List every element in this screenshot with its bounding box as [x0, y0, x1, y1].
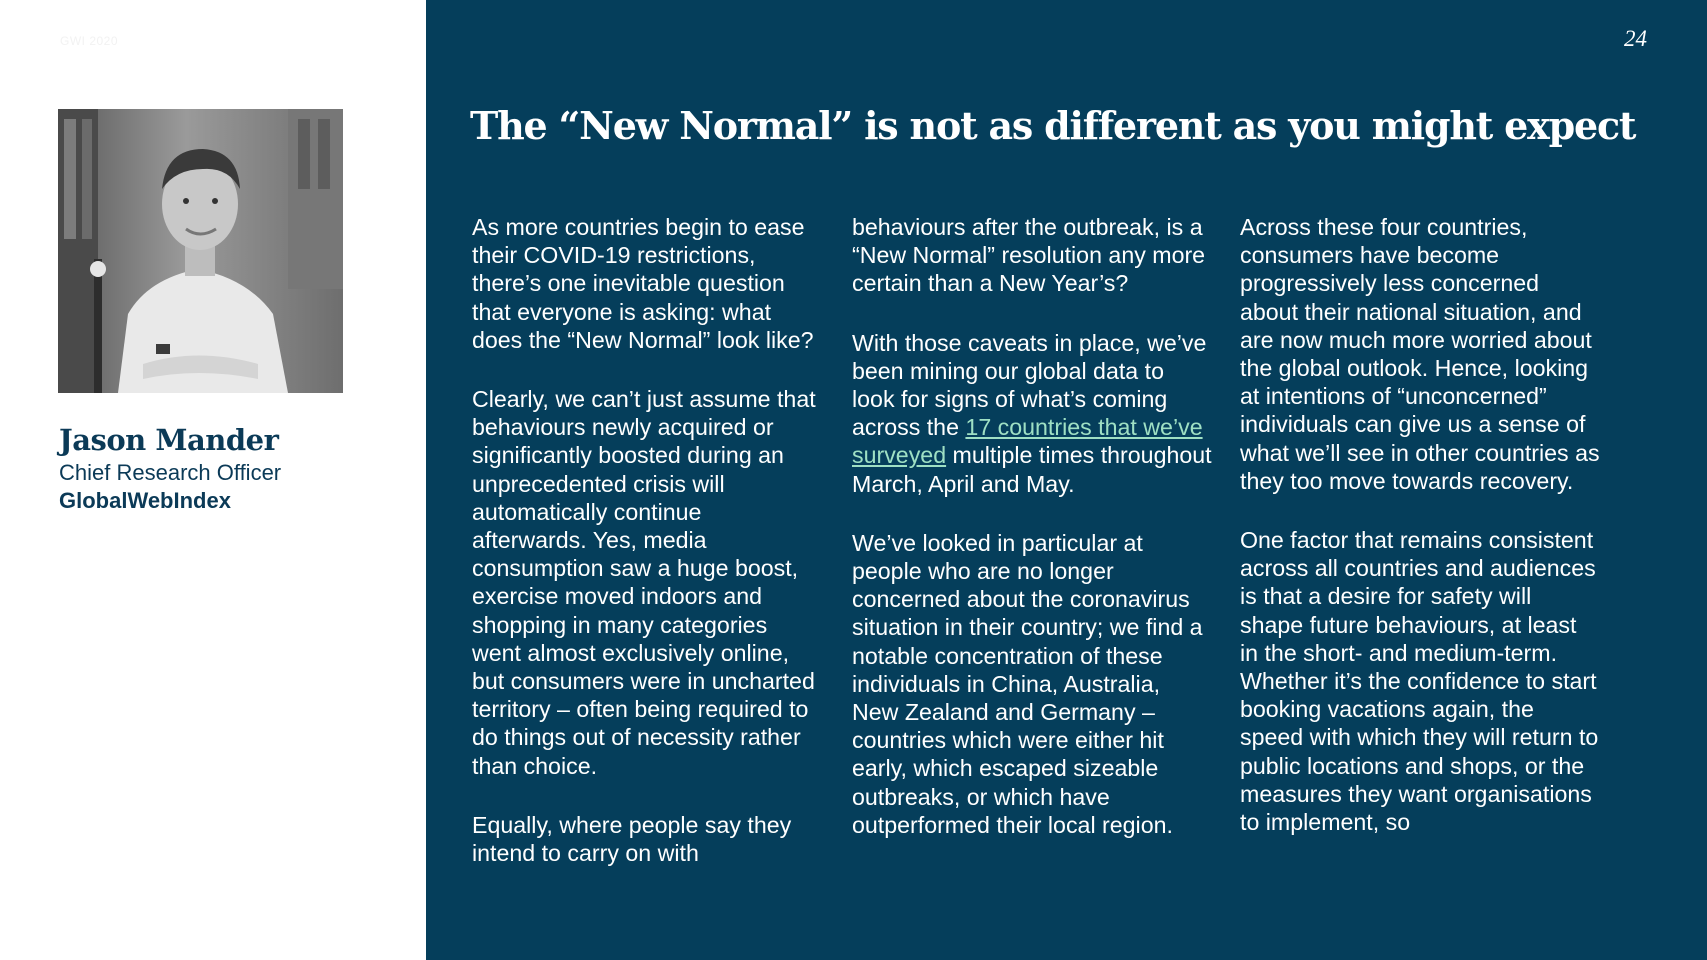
author-name: Jason Mander: [59, 423, 279, 457]
author-photo: [58, 109, 343, 393]
article-headline: The “New Normal” is not as different as you might expect: [470, 103, 1636, 148]
paragraph-text: multiple times throughout March, April and May.: [852, 442, 1212, 497]
paragraph-text: With those caveats in place, we’ve been mining our global data to look for signs of what’s coming across the: [852, 329, 1207, 441]
author-organization: GlobalWebIndex: [59, 488, 231, 513]
left-panel: [0, 0, 426, 960]
surveyed-countries-link[interactable]: 17 countries that we’ve surveyed: [852, 414, 1203, 469]
column-2-paragraph-1: behaviours after the outbreak, is a “New Normal” resolution any more certain than a New Year’s?: [852, 214, 1206, 297]
column-3-paragraph-1: Across these four countries, consumers have become progressively less concerned about their national situation, and are now much more worried about the global outlook. Hence, looking at intentions of “unconcerned” individuals can give us a sense of what we’ll see in other countries as they too move towards recovery.: [1240, 214, 1600, 494]
article-column-1: [472, 213, 822, 898]
column-2-paragraph-3: We’ve looked in particular at people who are no longer concerned about the coronavirus situation in their country; we find a notable concentration of these individuals in China, Australia, New Zealand and Germany – countries which were either hit early, which escaped sizeable outbreaks, or which have outperformed their local region.: [852, 529, 1203, 838]
article-column-2: [852, 213, 1212, 870]
column-3-paragraph-2: One factor that remains consistent across all countries and audiences is that a desire for safety will shape future behaviours, at least in the short- and medium-term. Whether it’s the confidence to start booking vacations again, the speed with which they will return to public locations and shops, or the measures they want organisations to implement, so: [1240, 527, 1599, 836]
article-column-3: [1240, 213, 1600, 867]
article-panel: [426, 0, 1707, 960]
author-role: Chief Research Officer: [59, 460, 282, 485]
column-1-paragraph-3: Equally, where people say they intend to carry on with: [472, 811, 792, 867]
column-1-paragraph-1: As more countries begin to ease their COVID-19 restrictions, there’s one inevitable question that everyone is asking: what does the “New Normal” look like?: [472, 214, 814, 353]
page-number: 24: [1624, 26, 1647, 51]
column-1-paragraph-2: Clearly, we can’t just assume that behaviours newly acquired or significantly boosted during an unprecedented crisis will automatically continue afterwards. Yes, media consumption saw a huge boost, exercise moved indoors and shopping in many categories went almost exclusively online, but consumers were in uncharted territory – often being required to do things out of necessity rather than choice.: [472, 386, 816, 779]
report-label: GWI 2020: [60, 34, 119, 48]
column-2-paragraph-2: [852, 329, 1212, 498]
